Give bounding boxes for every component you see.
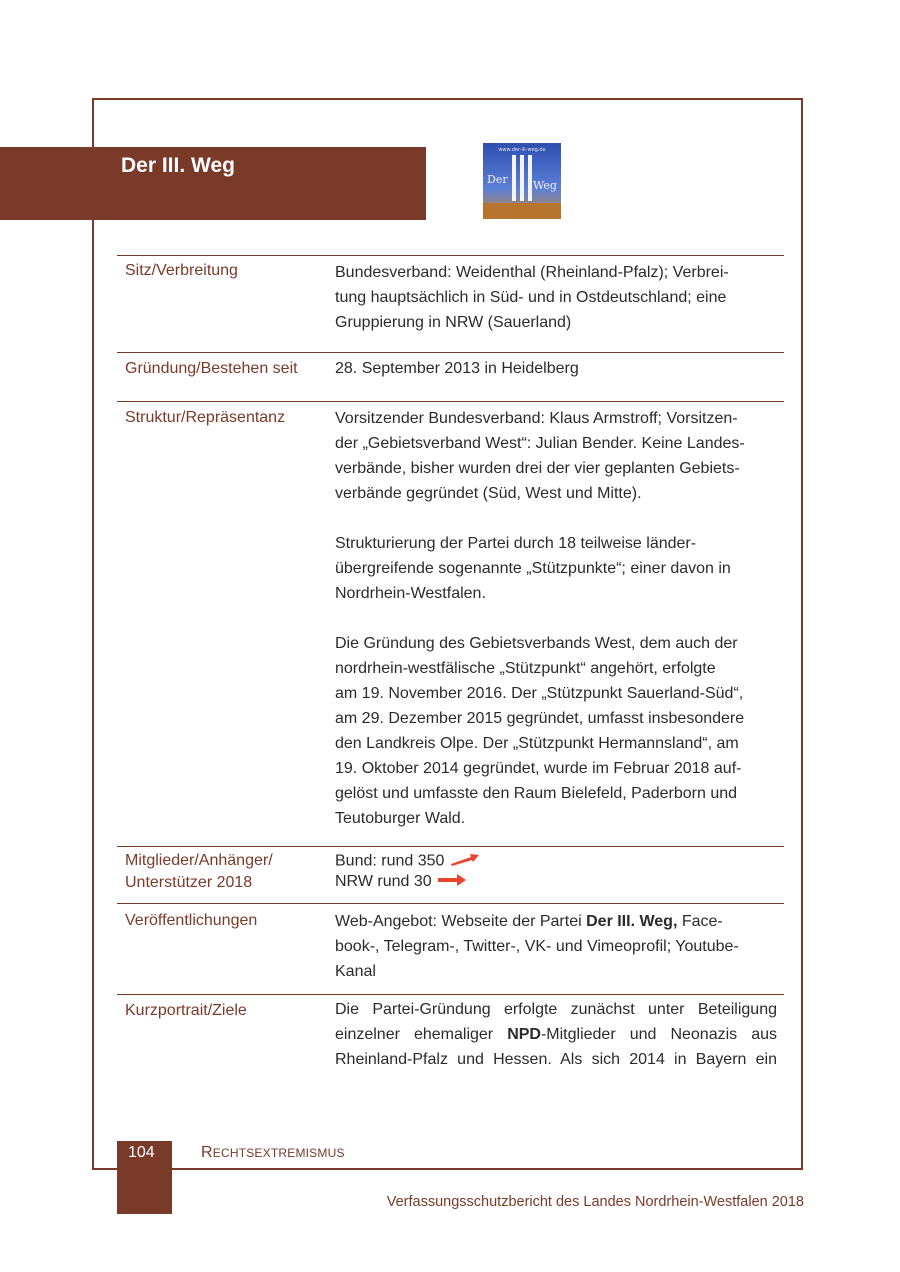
row-divider	[117, 255, 784, 256]
text-line: nordrhein-westfälische „Stützpunkt“ angehört, erfolgte	[335, 660, 716, 677]
value-kurzportrait	[335, 997, 777, 1072]
row-divider	[117, 994, 784, 995]
row-divider	[117, 352, 784, 353]
text-line: Kanal	[335, 963, 376, 980]
text-line: Teutoburger Wald.	[335, 810, 466, 827]
text-line: Strukturierung der Partei durch 18 teilweise länder-	[335, 535, 697, 552]
label-mitglieder	[125, 850, 273, 894]
text-line: verbände gegründet (Süd, West und Mitte).	[335, 485, 642, 502]
logo-left-text: Der	[487, 173, 508, 186]
text-line: Bundesverband: Weidenthal (Rheinland-Pfalz); Verbrei-	[335, 264, 729, 281]
text-line: book-, Telegram-, Twitter-, VK- und Vimeoprofil; Youtube-	[335, 938, 739, 955]
text-line: 28. September 2013 in Heidelberg	[335, 360, 579, 377]
text-line: Gruppierung in NRW (Sauerland)	[335, 314, 572, 331]
value-mitglieder	[335, 852, 780, 891]
text-line: einzelner ehemaliger NPD-Mitglieder und Neonazis aus	[335, 1026, 777, 1043]
row-divider	[117, 401, 784, 402]
value-sitz	[335, 260, 780, 335]
label-line: Unterstützer 2018	[125, 874, 253, 891]
text-line: Die Partei-Gründung erfolgte zunächst unter Beteiligung	[335, 1001, 777, 1018]
text-line: 19. Oktober 2014 gegründet, wurde im Februar 2018 auf-	[335, 760, 742, 777]
text-line: am 29. Dezember 2015 gegründet, umfasst insbesondere	[335, 710, 745, 727]
label-line: Mitglieder/Anhänger/	[125, 852, 273, 869]
text-line: verbände, bisher wurden drei der vier geplanten Gebiets-	[335, 460, 740, 477]
label-veroeffentlichungen: Veröffentlichungen	[125, 912, 258, 929]
logo-right-text: Weg	[533, 179, 557, 192]
page-number: 104	[128, 1144, 155, 1161]
text-line: der „Gebietsverband West“: Julian Bender. Keine Landes-	[335, 435, 745, 452]
text-line: Nordrhein-Westfalen.	[335, 585, 486, 602]
party-logo	[483, 143, 561, 219]
text-line: Rheinland-Pfalz und Hessen. Als sich 2014 in Bayern ein	[335, 1051, 777, 1068]
label-struktur: Struktur/Repräsentanz	[125, 409, 286, 426]
members-bund: Bund: rund 350	[335, 852, 445, 870]
report-title: Verfassungsschutzbericht des Landes Nordrhein-Westfalen 2018	[386, 1194, 804, 1210]
row-divider	[117, 903, 784, 904]
text-line: gelöst und umfasste den Raum Bielefeld, Paderborn und	[335, 785, 738, 802]
text-line: übergreifende sogenannte „Stützpunkte“; einer davon in	[335, 560, 731, 577]
members-nrw: NRW rund 30	[335, 873, 432, 891]
text-line: Vorsitzender Bundesverband: Klaus Armstroff; Vorsitzen-	[335, 410, 738, 427]
party-name-bold: Der III. Weg,	[586, 913, 678, 930]
label-sitz: Sitz/Verbreitung	[125, 262, 238, 279]
text-line: tung hauptsächlich in Süd- und in Ostdeutschland; eine	[335, 289, 727, 306]
section-title: RECHTSEXTREMISMUS	[201, 1144, 345, 1161]
text-line: Web-Angebot: Webseite der Partei Der III. Weg, Face-	[335, 913, 723, 930]
value-struktur	[335, 406, 780, 831]
text-line: Die Gründung des Gebietsverbands West, dem auch der	[335, 635, 738, 652]
label-gruendung: Gründung/Bestehen seit	[125, 360, 298, 377]
logo-url-text: www.der-iii-weg.de	[498, 147, 546, 153]
trend-steady-arrow-icon	[436, 873, 468, 891]
npd-bold: NPD	[507, 1026, 541, 1043]
label-kurzportrait: Kurzportrait/Ziele	[125, 1002, 247, 1019]
text-line: den Landkreis Olpe. Der „Stützpunkt Hermannsland“, am	[335, 735, 739, 752]
trend-up-arrow-icon	[449, 852, 481, 871]
organization-title: Der III. Weg	[121, 154, 235, 177]
value-veroeffentlichungen	[335, 909, 780, 984]
value-gruendung	[335, 356, 780, 381]
row-divider	[117, 846, 784, 847]
text-line: am 19. November 2016. Der „Stützpunkt Sauerland-Süd“,	[335, 685, 744, 702]
